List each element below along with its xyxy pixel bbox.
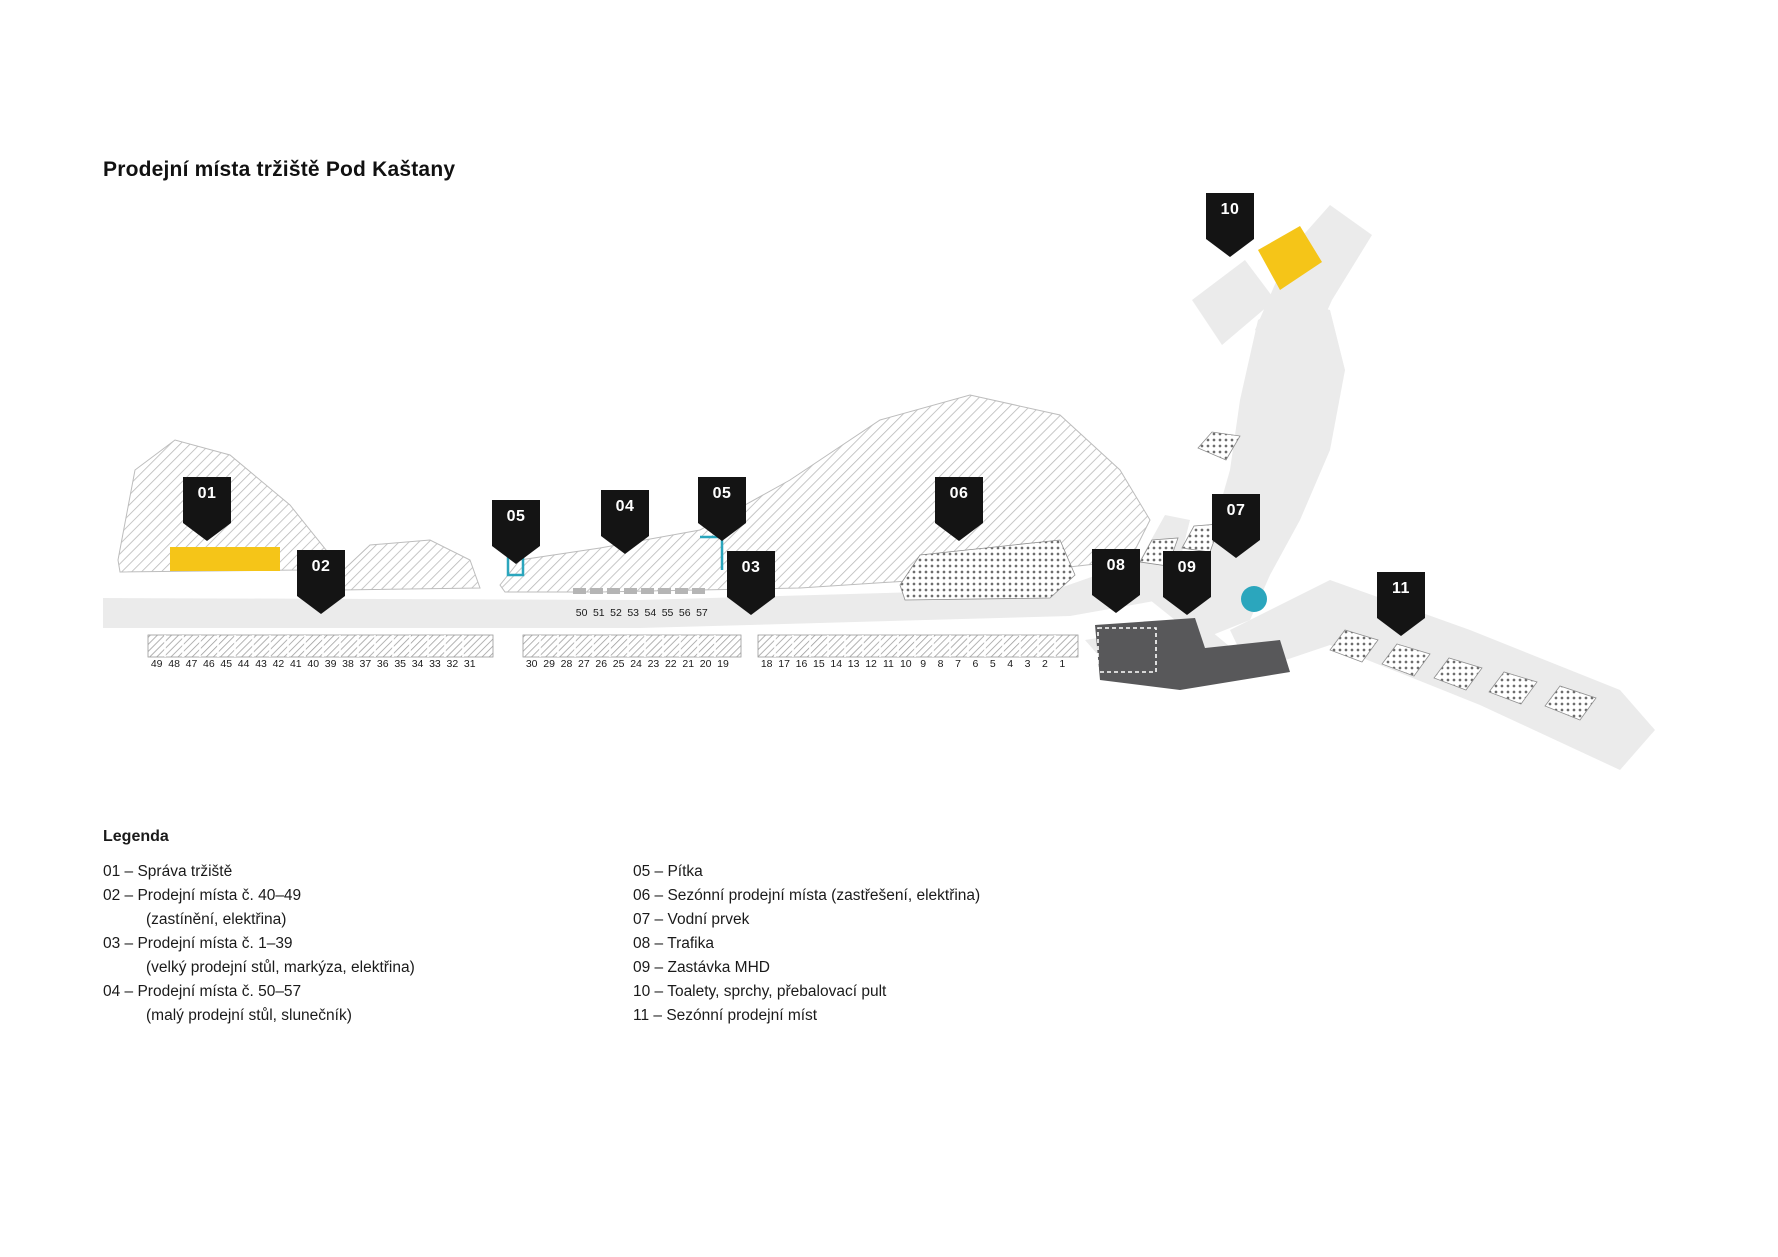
page-title: Prodejní místa tržiště Pod Kaštany — [103, 158, 456, 181]
stall-number: 30 — [525, 658, 538, 670]
stall-number: 25 — [612, 658, 625, 670]
stall-number: 47 — [185, 658, 198, 670]
stall-number: 54 — [644, 607, 657, 619]
map-marker-label: 05 — [506, 508, 526, 525]
map-marker-09[interactable] — [1163, 551, 1211, 615]
legend-item: 09 – Zastávka MHD — [633, 959, 770, 976]
stall-number: 37 — [359, 658, 372, 670]
map-marker-07[interactable] — [1212, 494, 1260, 558]
pin-shape-icon — [601, 490, 649, 554]
stall-number: 18 — [760, 658, 773, 670]
legend-item-detail: (malý prodejní stůl, slunečník) — [146, 1007, 352, 1024]
highlight-sprava-trziste — [170, 547, 280, 571]
pin-shape-icon — [1092, 549, 1140, 613]
stall-number: 49 — [150, 658, 163, 670]
legend-item-detail: (velký prodejní stůl, markýza, elektřina) — [146, 959, 415, 976]
stall-numbers-stalls-50-57 — [573, 607, 711, 619]
stall-number: 48 — [168, 658, 180, 670]
stall-number: 8 — [937, 658, 944, 670]
map-marker-06[interactable] — [935, 477, 983, 541]
legend-column-left — [103, 860, 633, 1028]
stall-number: 26 — [595, 658, 608, 670]
stall-number: 36 — [376, 658, 389, 670]
legend-item: 03 – Prodejní místa č. 1–39 — [103, 935, 293, 952]
stall-number: 6 — [972, 658, 979, 670]
road-north — [1255, 205, 1372, 360]
stall-number: 46 — [203, 658, 215, 670]
stall-number: 45 — [220, 658, 233, 670]
stall-number: 1 — [1059, 658, 1066, 670]
pin-shape-icon — [1206, 193, 1254, 257]
pin-shape-icon — [1377, 572, 1425, 636]
stall-number: 27 — [578, 658, 590, 670]
legend-item: 01 – Správa tržiště — [103, 863, 233, 880]
map-marker-label: 06 — [949, 485, 969, 502]
stall-number: 39 — [324, 658, 337, 670]
stall-number: 23 — [647, 658, 660, 670]
legend-item: 05 – Pítka — [633, 863, 703, 880]
map-marker-label: 03 — [741, 559, 761, 576]
map-marker-01[interactable] — [183, 477, 231, 541]
stall-number: 41 — [289, 658, 302, 670]
legend-item: 07 – Vodní prvek — [633, 911, 750, 928]
pin-shape-icon — [935, 477, 983, 541]
map-marker-11[interactable] — [1377, 572, 1425, 636]
stall-number: 50 — [575, 607, 588, 619]
pin-shape-icon — [727, 551, 775, 615]
map-marker-label: 08 — [1106, 557, 1126, 574]
map-marker-label: 02 — [311, 558, 331, 575]
stall-strip-19-30 — [523, 635, 741, 657]
map-marker-label: 05 — [712, 485, 732, 502]
map-marker-label: 04 — [615, 498, 635, 515]
legend — [103, 828, 1203, 1028]
stall-number: 33 — [429, 658, 441, 670]
stall-number: 20 — [699, 658, 712, 670]
legend-item: 02 – Prodejní místa č. 40–49 — [103, 887, 302, 904]
pin-shape-icon — [1212, 494, 1260, 558]
park-area-west2 — [335, 540, 480, 590]
stall-number: 42 — [272, 658, 285, 670]
stall-number: 38 — [342, 658, 354, 670]
pin-shape-icon — [183, 477, 231, 541]
stall-number: 19 — [717, 658, 729, 670]
stall-number: 14 — [830, 658, 843, 670]
legend-title: Legenda — [103, 828, 169, 845]
stall-number: 53 — [627, 607, 639, 619]
stall-number: 15 — [813, 658, 825, 670]
stall-number: 10 — [899, 658, 912, 670]
stall-number: 55 — [661, 607, 674, 619]
stall-number: 35 — [394, 658, 406, 670]
stall-number: 5 — [989, 658, 996, 670]
stall-number: 16 — [795, 658, 808, 670]
map-marker-label: 01 — [197, 485, 217, 502]
water-feature-07 — [1241, 586, 1267, 612]
stall-number: 44 — [237, 658, 250, 670]
pin-shape-icon — [698, 477, 746, 541]
stall-number: 24 — [630, 658, 642, 670]
map-marker-label: 11 — [1392, 580, 1410, 597]
map-marker-04[interactable] — [601, 490, 649, 554]
stall-number: 3 — [1024, 658, 1031, 670]
stall-number: 4 — [1007, 658, 1014, 670]
pin-shape-icon — [297, 550, 345, 614]
map-marker-label: 07 — [1226, 502, 1246, 519]
pin-shape-icon — [1163, 551, 1211, 615]
stall-number: 28 — [560, 658, 573, 670]
stall-number: 32 — [446, 658, 459, 670]
legend-item-detail: (zastínění, elektřina) — [146, 911, 287, 928]
stall-number: 11 — [882, 658, 894, 670]
stall-number: 2 — [1042, 658, 1048, 670]
stall-strip-1-18 — [758, 635, 1078, 657]
stall-number: 56 — [678, 607, 691, 619]
map-marker-10[interactable] — [1206, 193, 1254, 257]
legend-column-right — [633, 860, 980, 1028]
stall-number: 21 — [682, 658, 695, 670]
stall-number: 12 — [865, 658, 877, 670]
stall-number: 9 — [920, 658, 927, 670]
map-marker-label: 10 — [1220, 201, 1240, 218]
legend-item: 06 – Sezónní prodejní místa (zastřešení, elektřina) — [633, 887, 981, 904]
stall-number: 7 — [955, 658, 961, 670]
stall-number: 29 — [543, 658, 555, 670]
stall-numbers-stalls-19-30 — [523, 658, 732, 670]
map-marker-02[interactable] — [297, 550, 345, 614]
legend-item: 11 – Sezónní prodejní míst — [633, 1007, 818, 1024]
stall-number: 43 — [255, 658, 267, 670]
stall-number: 52 — [610, 607, 622, 619]
legend-item: 04 – Prodejní místa č. 50–57 — [103, 983, 302, 1000]
map-marker-03[interactable] — [727, 551, 775, 615]
stall-number: 22 — [664, 658, 677, 670]
stall-number: 17 — [778, 658, 790, 670]
stall-number: 31 — [463, 658, 476, 670]
map-marker-label: 09 — [1177, 559, 1197, 576]
stall-number: 34 — [411, 658, 424, 670]
stall-numbers-stalls-40-49 — [148, 658, 478, 670]
stall-number: 13 — [847, 658, 860, 670]
stall-number: 57 — [696, 607, 708, 619]
map-marker-05b[interactable] — [698, 477, 746, 541]
map-marker-08[interactable] — [1092, 549, 1140, 613]
legend-item: 10 – Toalety, sprchy, přebalovací pult — [633, 983, 887, 1000]
legend-item: 08 – Trafika — [633, 935, 714, 952]
stall-number: 51 — [592, 607, 605, 619]
pin-shape-icon — [492, 500, 540, 564]
map-marker-05a[interactable] — [492, 500, 540, 564]
stall-numbers-stalls-1-18 — [758, 658, 1071, 670]
stall-number: 40 — [307, 658, 320, 670]
